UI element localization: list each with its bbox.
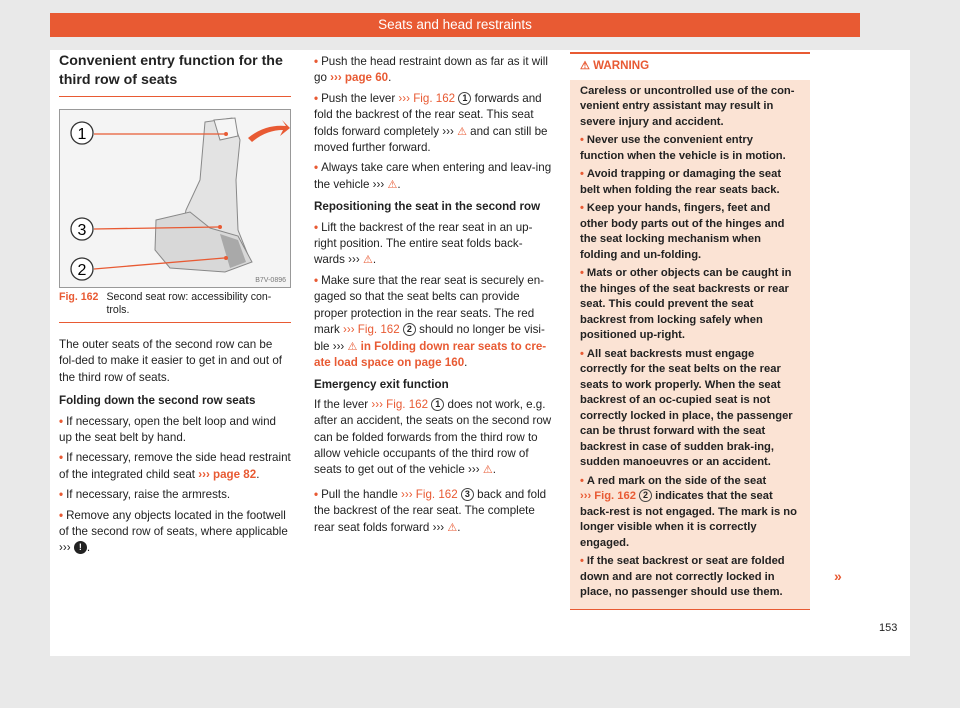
fig-162-link[interactable]: ››› Fig. 162 <box>371 397 429 411</box>
list-item: • All seat backrests must engage correctly for the seat belts on the rear seats to work properly. When the seat backrest of an oc-cupied seat is not correctly locked in place, the passenger can be thrust forward with the seat backrest in case of sudden brak-ing, sudden manoeuvres or an accident. <box>580 347 793 468</box>
section-title: Convenient entry function for the third row of seats <box>59 52 291 97</box>
note-icon: ! <box>74 541 87 554</box>
figure-number: Fig. 162 <box>59 291 99 303</box>
callout-ref: 3 <box>461 488 474 501</box>
folding-heading: Folding down the second row seats <box>59 394 256 408</box>
list-item: • Keep your hands, fingers, feet and other body parts out of the hinges and the seat locking mechanism when folding and un-folding. <box>580 202 785 261</box>
page-160-link[interactable]: in Folding down rear seats to cre-ate load space on page 160 <box>314 339 547 369</box>
column-1 <box>59 42 291 557</box>
warning-icon: ⚠ <box>457 125 467 138</box>
list-item: • If the seat backrest or seat are folded down and are not correctly locked in place, no passenger should use them. <box>580 555 785 598</box>
callout-1-label: 1 <box>77 126 87 143</box>
callout-2-label: 2 <box>77 262 87 279</box>
page-header: Seats and head restraints <box>50 13 860 37</box>
page-82-link[interactable]: ››› page 82 <box>198 467 257 481</box>
list-item: • Mats or other objects can be caught in the hinges of the seat backrests or rear seat. This could prevent the seat backrest from locking safely when positioned up-right. <box>580 267 792 341</box>
warning-icon: ⚠ <box>482 464 493 477</box>
figure-162 <box>59 109 291 288</box>
list-item: • Push the lever ››› Fig. 162 1 forwards and fold the backrest of the rear seat. This seat folds forward completely ››› ⚠ and can still be moved further forward. <box>314 91 548 155</box>
list-item: • Push the head restraint down as far as it will go ››› page 60. <box>314 55 548 85</box>
warning-icon: ⚠ <box>447 521 458 534</box>
reposition-heading: Repositioning the seat in the second row <box>314 200 541 214</box>
list-item: • If necessary, raise the armrests. <box>59 488 231 502</box>
list-item: • Never use the convenient entry function when the vehicle is in motion. <box>580 134 786 162</box>
warning-icon: ⚠ <box>347 340 358 353</box>
list-item: • Avoid trapping or damaging the seat belt when folding the rear seats back. <box>580 168 782 196</box>
callout-ref: 2 <box>403 323 416 336</box>
callout-ref: 1 <box>458 92 471 105</box>
fig-162-link[interactable]: ››› Fig. 162 <box>580 490 636 502</box>
warning-icon: ⚠ <box>580 60 590 72</box>
warning-intro: Careless or uncontrolled use of the con-venient entry assistant may result in severe injury and accident. <box>580 84 795 128</box>
list-item: • Pull the handle ››› Fig. 162 3 back and fold the backrest of the rear seat. The complete rear seat folds forward ››› ⚠. <box>314 487 547 534</box>
fig-162-link[interactable]: ››› Fig. 162 <box>398 91 456 105</box>
warning-title: ⚠ WARNING <box>570 54 810 80</box>
continue-mark: » <box>834 568 842 584</box>
callout-3-label: 3 <box>77 222 87 239</box>
list-item: • A red mark on the side of the seat ››› Fig. 162 2 indicates that the seat back-rest is not engaged. The mark is no longer visible when it is correctly engaged. <box>580 474 797 549</box>
column-3 <box>570 42 810 610</box>
page-number: 153 <box>879 622 898 634</box>
warning-icon: ⚠ <box>387 178 398 191</box>
fig-162-link[interactable]: ››› Fig. 162 <box>342 323 400 337</box>
callout-ref: 2 <box>639 489 652 502</box>
list-item: • Make sure that the rear seat is securely en-gaged so that the seat belts can provide proper protection in the rear seats. The red mark ››› Fig. 162 2 should no longer be visi-ble ››› ⚠ in Folding down rear seats to cre-ate load space on page 160. <box>314 273 547 369</box>
column-2 <box>314 42 553 536</box>
warning-box <box>570 52 810 610</box>
callout-ref: 1 <box>431 398 444 411</box>
list-item: • If necessary, open the belt loop and wind up the seat belt by hand. <box>59 414 276 445</box>
warning-icon: ⚠ <box>362 254 373 267</box>
list-item: • Lift the backrest of the rear seat in an up-right position. The entire seat folds back-wards ››› ⚠. <box>314 220 533 267</box>
list-item: • If necessary, remove the side head restraint of the integrated child seat ››› page 82. <box>59 451 291 481</box>
list-item: • Remove any objects located in the footwell of the second row of seats, where applicable ››› ! . <box>59 508 288 555</box>
intro-paragraph: The outer seats of the second row can be fol-ded to make it easier to get in and out of the third row of seats. <box>59 338 282 384</box>
figure-code: B7V-0896 <box>255 277 286 284</box>
figure-caption <box>59 291 291 323</box>
emergency-heading: Emergency exit function <box>314 378 449 392</box>
list-item: • Always take care when entering and leav-ing the vehicle ››› ⚠. <box>314 161 552 191</box>
emergency-paragraph: If the lever ››› Fig. 162 1 does not work, e.g. after an accident, the seats on the second row can be folded forwards from the third row to allow vehicle occupants of the third row of seats to get out of the vehicle ››› ⚠. <box>314 397 552 477</box>
fig-162-link[interactable]: ››› Fig. 162 <box>401 487 458 501</box>
seat-illustration <box>60 110 290 287</box>
page-60-link[interactable]: ››› page 60 <box>330 71 389 85</box>
figure-caption-text: Second seat row: accessibility con-trols. <box>106 291 272 316</box>
